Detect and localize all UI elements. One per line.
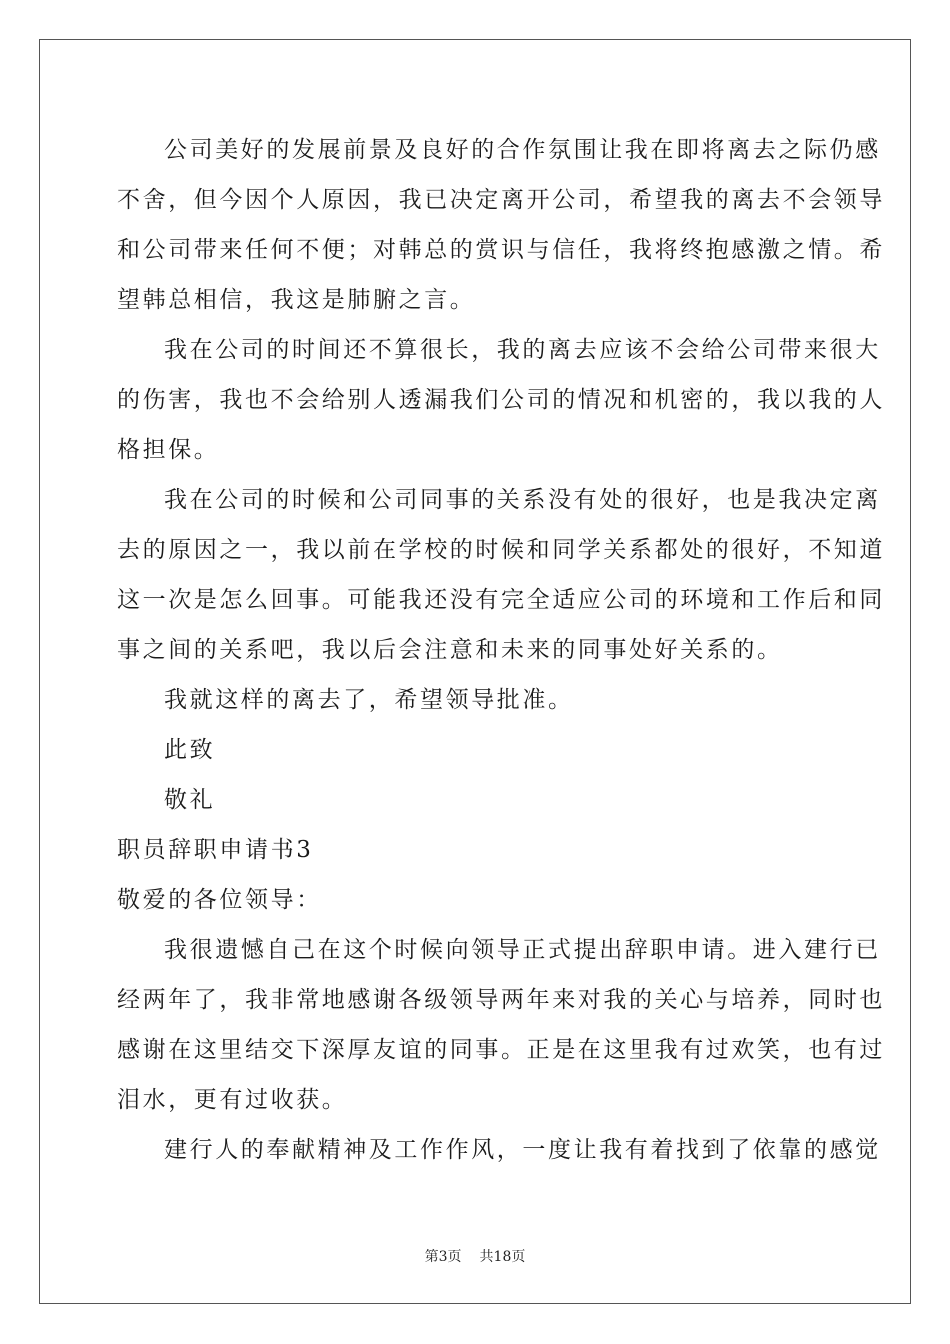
section-title: 职员辞职申请书3: [117, 837, 314, 863]
paragraph-line: 感谢在这里结交下深厚友谊的同事。正是在这里我有过欢笑，也有过: [117, 1037, 885, 1063]
paragraph-line: 这一次是怎么回事。可能我还没有完全适应公司的环境和工作后和同: [117, 587, 885, 613]
paragraph-line: 公司美好的发展前景及良好的合作氛围让我在即将离去之际仍感: [164, 137, 881, 163]
paragraph-line: 格担保。: [117, 437, 220, 463]
paragraph-line: 和公司带来任何不便；对韩总的赏识与信任，我将终抱感激之情。希: [117, 237, 885, 263]
paragraph-line: 不舍，但今因个人原因，我已决定离开公司，希望我的离去不会领导: [117, 187, 885, 213]
page-number: 第3页: [424, 1249, 462, 1265]
paragraph-line: 建行人的奉献精神及工作作风，一度让我有着找到了依靠的感觉: [164, 1137, 881, 1163]
paragraph-line: 我在公司的时间还不算很长，我的离去应该不会给公司带来很大: [164, 337, 881, 363]
paragraph-line: 我在公司的时候和公司同事的关系没有处的很好，也是我决定离: [164, 487, 881, 513]
paragraph-line: 我很遗憾自己在这个时候向领导正式提出辞职申请。进入建行已: [164, 937, 881, 963]
paragraph-line: 我就这样的离去了，希望领导批准。: [164, 687, 574, 713]
closing-regards: 敬礼: [164, 787, 216, 813]
total-pages: 共18页: [479, 1249, 526, 1265]
paragraph-line: 事之间的关系吧，我以后会注意和未来的同事处好关系的。: [117, 637, 783, 663]
page-footer: [0, 1248, 950, 1266]
greeting: 敬爱的各位领导：: [117, 887, 322, 913]
paragraph-line: 去的原因之一，我以前在学校的时候和同学关系都处的很好，不知道: [117, 537, 885, 563]
paragraph-line: 的伤害，我也不会给别人透漏我们公司的情况和机密的，我以我的人: [117, 387, 885, 413]
closing-salutation: 此致: [164, 737, 216, 763]
paragraph-line: 经两年了，我非常地感谢各级领导两年来对我的关心与培养，同时也: [117, 987, 885, 1013]
paragraph-line: 泪水，更有过收获。: [117, 1087, 348, 1113]
paragraph-line: 望韩总相信，我这是肺腑之言。: [117, 287, 476, 313]
